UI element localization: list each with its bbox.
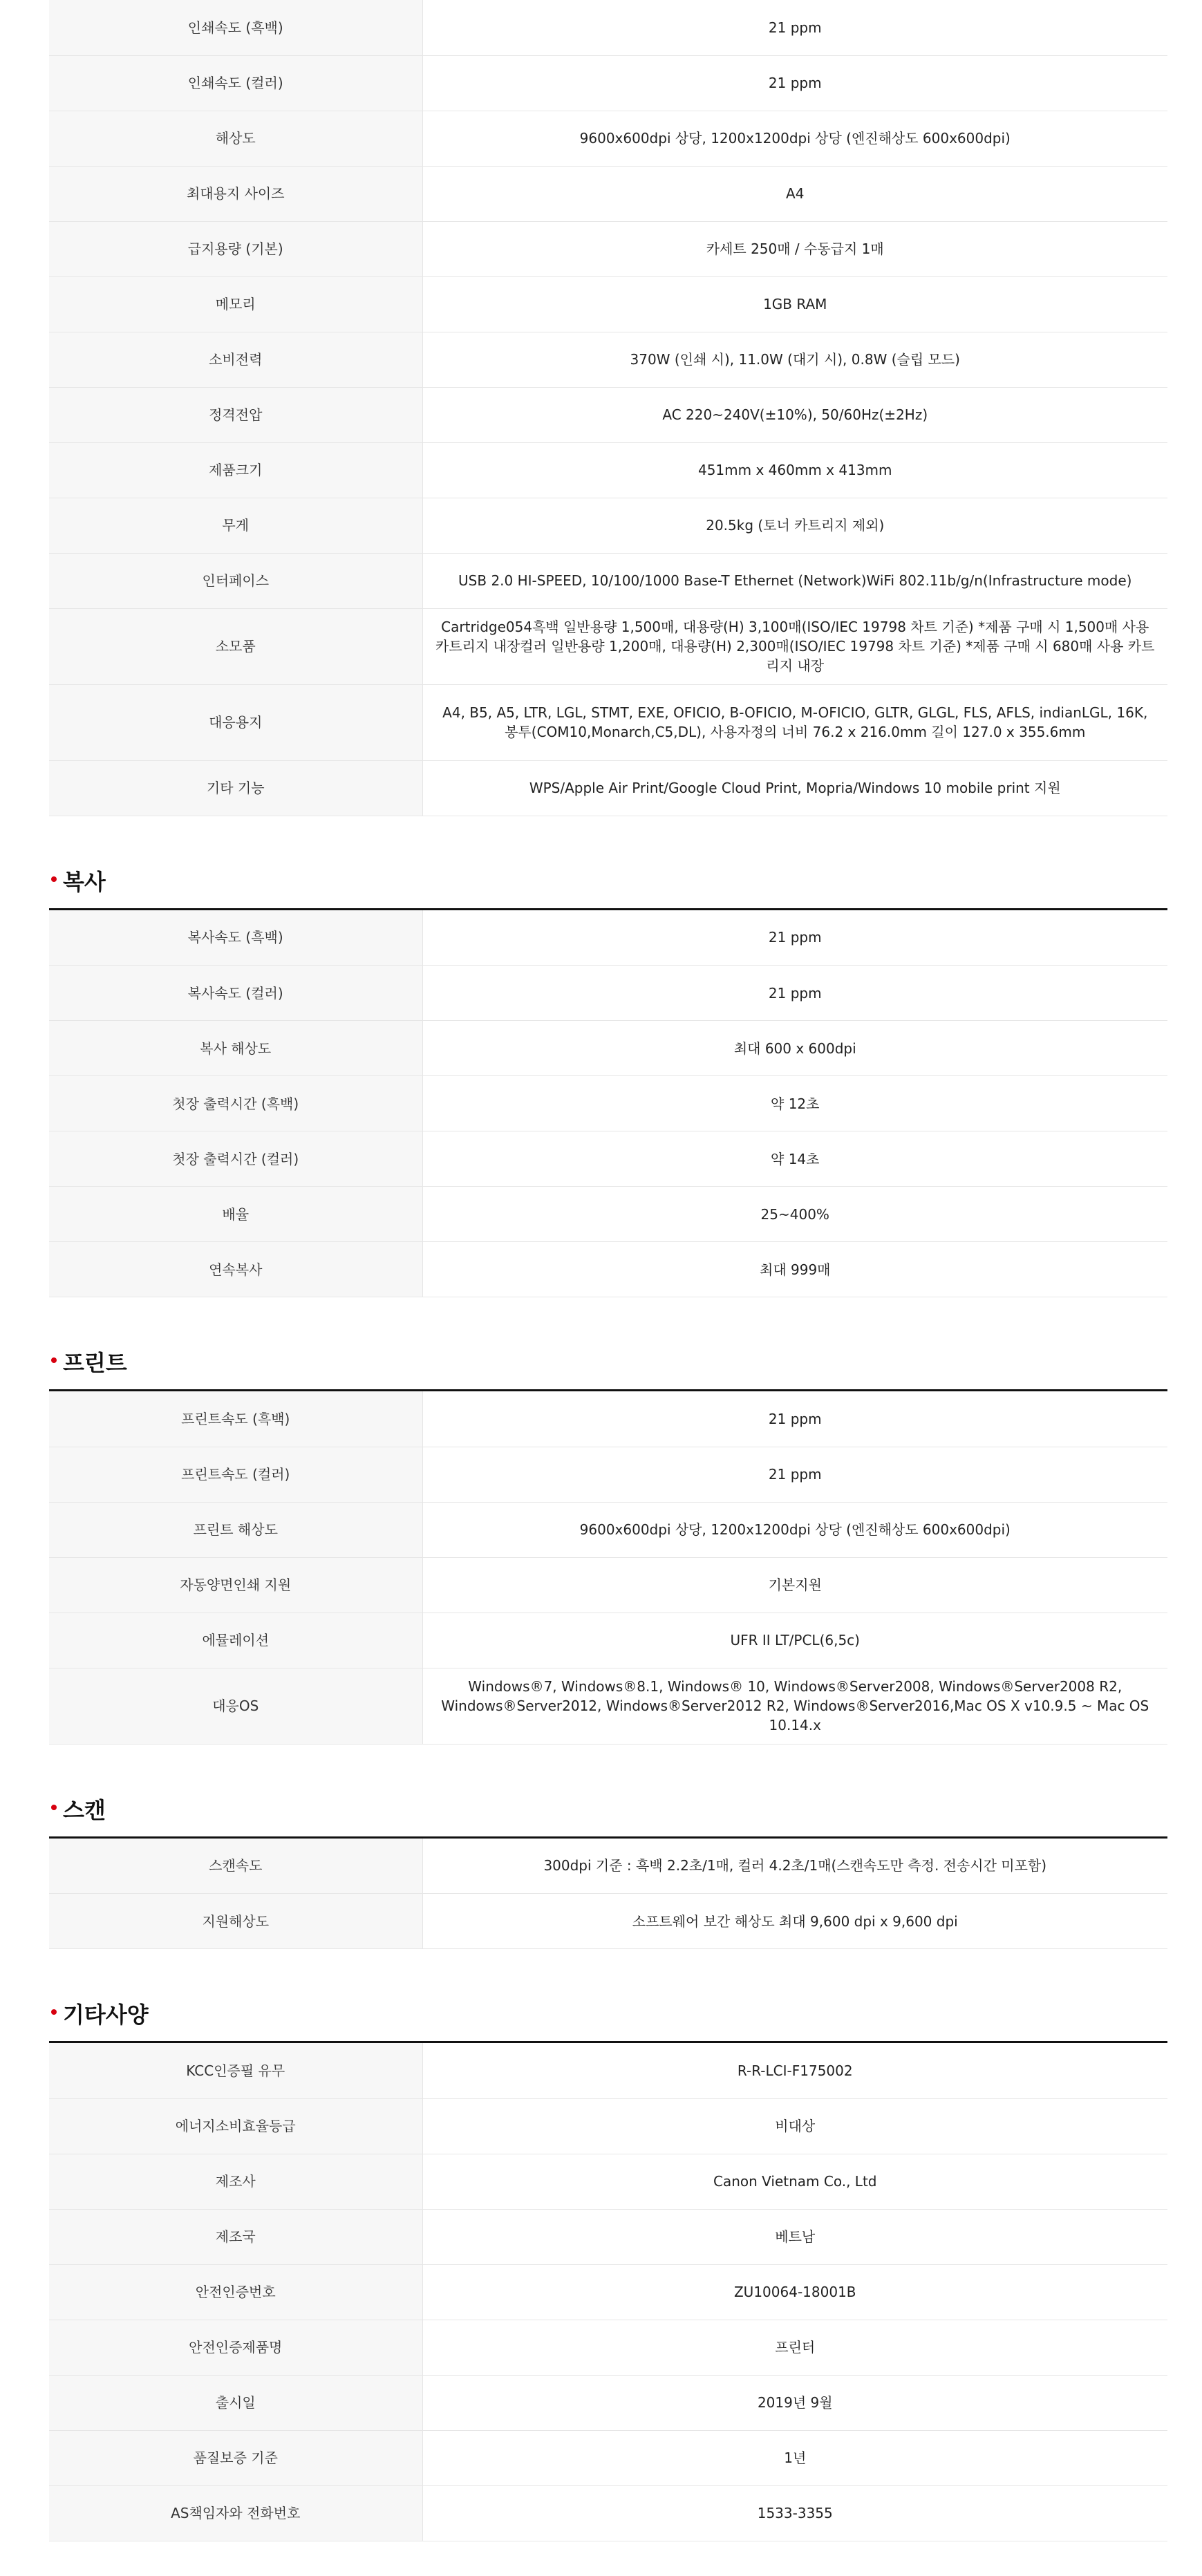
spec-value: 기본지원 — [422, 1557, 1167, 1613]
spec-label: 대응용지 — [49, 684, 422, 760]
spec-label: 에너지소비효율등급 — [49, 2098, 422, 2154]
spec-label: 출시일 — [49, 2375, 422, 2430]
print-spec-table — [49, 0, 1167, 816]
spec-label: 연속복사 — [49, 1242, 422, 1297]
spec-value: 프린터 — [422, 2320, 1167, 2375]
spec-value: 베트남 — [422, 2209, 1167, 2264]
spec-label: 제조사 — [49, 2154, 422, 2209]
spec-label: 인쇄속도 (흑백) — [49, 0, 422, 55]
spec-value: 300dpi 기준 : 흑백 2.2초/1매, 컬러 4.2초/1매(스캔속도만 측정. 전송시간 미포함) — [422, 1839, 1167, 1894]
section-title: 복사 — [63, 868, 106, 895]
section-title: 스캔 — [63, 1796, 106, 1823]
spec-value: WPS/Apple Air Print/Google Cloud Print, Mopria/Windows 10 mobile print 지원 — [422, 760, 1167, 816]
spec-row — [49, 221, 1167, 276]
spec-row — [49, 111, 1167, 166]
spec-label: 복사속도 (흑백) — [49, 910, 422, 966]
spec-row — [49, 1839, 1167, 1894]
spec-row — [49, 498, 1167, 553]
spec-label: 품질보증 기준 — [49, 2430, 422, 2485]
spec-row — [49, 1242, 1167, 1297]
spec-value: 9600x600dpi 상당, 1200x1200dpi 상당 (엔진해상도 600x600dpi) — [422, 111, 1167, 166]
spec-value: Windows®7, Windows®8.1, Windows® 10, Windows®Server2008, Windows®Server2008 R2, Windows®Server2012, Windows®Server2012 R2, Windows®Server2016,Mac OS X v10.9.5 ~ Mac OS 10.14.x — [422, 1668, 1167, 1744]
spec-label: 소모품 — [49, 608, 422, 684]
spec-row — [49, 2098, 1167, 2154]
spec-row — [49, 1502, 1167, 1557]
spec-label: 제품크기 — [49, 442, 422, 498]
spec-row — [49, 2485, 1167, 2541]
red-bullet-icon — [51, 1805, 57, 1810]
spec-value: 21 ppm — [422, 966, 1167, 1021]
spec-row — [49, 332, 1167, 387]
spec-label: 첫장 출력시간 (흑백) — [49, 1076, 422, 1131]
spec-label: 지원해상도 — [49, 1894, 422, 1949]
spec-row — [49, 2320, 1167, 2375]
spec-label: 대응OS — [49, 1668, 422, 1744]
spec-value: 21 ppm — [422, 0, 1167, 55]
spec-value: 21 ppm — [422, 55, 1167, 111]
spec-label: 인쇄속도 (컬러) — [49, 55, 422, 111]
spec-label: 최대용지 사이즈 — [49, 166, 422, 221]
spec-label: 급지용량 (기본) — [49, 221, 422, 276]
copy-spec-table — [49, 910, 1167, 1298]
spec-value: 370W (인쇄 시), 11.0W (대기 시), 0.8W (슬립 모드) — [422, 332, 1167, 387]
spec-row — [49, 1076, 1167, 1131]
spec-value: 1년 — [422, 2430, 1167, 2485]
spec-row — [49, 276, 1167, 332]
red-bullet-icon — [51, 876, 57, 882]
spec-label: 복사 해상도 — [49, 1021, 422, 1076]
spec-value: 소프트웨어 보간 해상도 최대 9,600 dpi x 9,600 dpi — [422, 1894, 1167, 1949]
spec-row — [49, 608, 1167, 684]
spec-row — [49, 166, 1167, 221]
spec-row — [49, 442, 1167, 498]
spec-value: ZU10064-18001B — [422, 2264, 1167, 2320]
spec-label: 인터페이스 — [49, 553, 422, 608]
spec-value: USB 2.0 HI-SPEED, 10/100/1000 Base-T Ethernet (Network)WiFi 802.11b/g/n(Infrastructure mode) — [422, 553, 1167, 608]
spec-value: Cartridge054흑백 일반용량 1,500매, 대용량(H) 3,100매(ISO/IEC 19798 차트 기준) *제품 구매 시 1,500매 사용 카트리지 내장컬러 일반용량 1,200매, 대용량(H) 2,300매(ISO/IEC 19798 차트 기준) *제품 구매 시 680매 사용 카트리지 내장 — [422, 608, 1167, 684]
spec-value: 1533-3355 — [422, 2485, 1167, 2541]
section-heading-scan — [49, 1745, 1167, 1839]
spec-row — [49, 55, 1167, 111]
spec-value: A4, B5, A5, LTR, LGL, STMT, EXE, OFICIO, B-OFICIO, M-OFICIO, GLTR, GLGL, FLS, AFLS, indianLGL, 16K, 봉투(COM10,Monarch,C5,DL), 사용자정의 너비 76.2 x 216.0mm 길이 127.0 x 355.6mm — [422, 684, 1167, 760]
spec-value: AC 220~240V(±10%), 50/60Hz(±2Hz) — [422, 387, 1167, 442]
spec-label: 에뮬레이션 — [49, 1613, 422, 1668]
spec-value: 20.5kg (토너 카트리지 제외) — [422, 498, 1167, 553]
spec-label: 안전인증제품명 — [49, 2320, 422, 2375]
spec-value: 21 ppm — [422, 1447, 1167, 1502]
spec-row — [49, 1894, 1167, 1949]
spec-value: 최대 600 x 600dpi — [422, 1021, 1167, 1076]
section-heading-copy — [49, 816, 1167, 910]
spec-label: 스캔속도 — [49, 1839, 422, 1894]
spec-row — [49, 910, 1167, 966]
spec-value: 카세트 250매 / 수동급지 1매 — [422, 221, 1167, 276]
spec-value: 약 14초 — [422, 1131, 1167, 1187]
spec-label: 자동양면인쇄 지원 — [49, 1557, 422, 1613]
spec-label: 프린트 해상도 — [49, 1502, 422, 1557]
spec-row — [49, 2375, 1167, 2430]
spec-value: R-R-LCI-F175002 — [422, 2043, 1167, 2098]
spec-row — [49, 684, 1167, 760]
spec-row — [49, 2154, 1167, 2209]
spec-label: 해상도 — [49, 111, 422, 166]
scan-spec-table — [49, 1839, 1167, 1950]
spec-row — [49, 1131, 1167, 1187]
red-bullet-icon — [51, 2009, 57, 2015]
section-title: 프린트 — [63, 1350, 127, 1376]
spec-row — [49, 1447, 1167, 1502]
spec-value: 25~400% — [422, 1187, 1167, 1242]
spec-row — [49, 1613, 1167, 1668]
spec-label: 정격전압 — [49, 387, 422, 442]
spec-label: 배율 — [49, 1187, 422, 1242]
spec-value: 2019년 9월 — [422, 2375, 1167, 2430]
spec-row — [49, 1391, 1167, 1447]
spec-value: 약 12초 — [422, 1076, 1167, 1131]
spec-label: 기타 기능 — [49, 760, 422, 816]
spec-row — [49, 553, 1167, 608]
spec-row — [49, 1187, 1167, 1242]
spec-row — [49, 2209, 1167, 2264]
spec-page — [49, 0, 1167, 2541]
other-spec-table — [49, 2043, 1167, 2541]
spec-label: KCC인증필 유무 — [49, 2043, 422, 2098]
spec-value: 비대상 — [422, 2098, 1167, 2154]
spec-row — [49, 760, 1167, 816]
spec-value: 21 ppm — [422, 910, 1167, 966]
spec-value: A4 — [422, 166, 1167, 221]
spec-label: 복사속도 (컬러) — [49, 966, 422, 1021]
spec-label: 안전인증번호 — [49, 2264, 422, 2320]
spec-label: 소비전력 — [49, 332, 422, 387]
red-bullet-icon — [51, 1357, 57, 1363]
section-heading-print — [49, 1297, 1167, 1391]
printer-spec-table — [49, 1391, 1167, 1745]
spec-value: 21 ppm — [422, 1391, 1167, 1447]
section-title: 기타사양 — [63, 2002, 149, 2028]
spec-value: Canon Vietnam Co., Ltd — [422, 2154, 1167, 2209]
spec-label: 프린트속도 (컬러) — [49, 1447, 422, 1502]
spec-row — [49, 2430, 1167, 2485]
spec-row — [49, 1021, 1167, 1076]
spec-label: 제조국 — [49, 2209, 422, 2264]
spec-row — [49, 0, 1167, 55]
spec-label: 메모리 — [49, 276, 422, 332]
spec-value: 1GB RAM — [422, 276, 1167, 332]
spec-value: 9600x600dpi 상당, 1200x1200dpi 상당 (엔진해상도 600x600dpi) — [422, 1502, 1167, 1557]
spec-value: UFR II LT/PCL(6,5c) — [422, 1613, 1167, 1668]
spec-value: 최대 999매 — [422, 1242, 1167, 1297]
spec-label: 무게 — [49, 498, 422, 553]
spec-row — [49, 1668, 1167, 1744]
spec-row — [49, 2043, 1167, 2098]
spec-row — [49, 966, 1167, 1021]
section-heading-other — [49, 1949, 1167, 2043]
spec-label: 첫장 출력시간 (컬러) — [49, 1131, 422, 1187]
spec-label: AS책임자와 전화번호 — [49, 2485, 422, 2541]
spec-row — [49, 2264, 1167, 2320]
spec-row — [49, 387, 1167, 442]
spec-value: 451mm x 460mm x 413mm — [422, 442, 1167, 498]
spec-row — [49, 1557, 1167, 1613]
spec-label: 프린트속도 (흑백) — [49, 1391, 422, 1447]
